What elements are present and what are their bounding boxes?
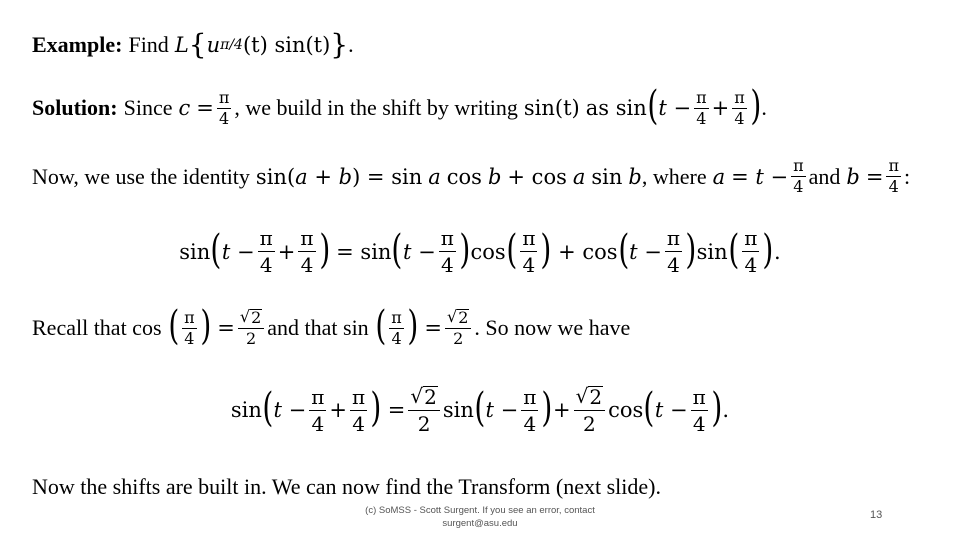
identity-text1: Now, we use the identity xyxy=(32,163,250,189)
footer-line1: (c) SoMSS - Scott Surgent. If you see an error, contact xyxy=(365,505,595,516)
example-label: Example: xyxy=(32,31,123,57)
solution-text3: as sin xyxy=(585,96,647,120)
identity-where: , where xyxy=(641,163,707,189)
example-expr: (t) sin(t) xyxy=(242,32,331,57)
u-subscript: π/4 xyxy=(220,36,243,53)
result-equation: sin ( t − $\frac{\pi}{4}$ + $\frac{\pi}{4}$ ) = √ 2 2 sin ( t − $\frac{\pi}{4}$ ) + √ 2 2 cos ( t − $\frac{\pi}{4}$ ) . xyxy=(230,384,730,436)
recall-line: Recall that cos ( $\frac{\pi}{4}$ ) = √ 2 2 and that sin ( $\frac{\pi}{4}$ ) = √ 2 2 . So now we have xyxy=(32,303,631,349)
pi-over-4: $\frac{\pi}{4}$ xyxy=(311,384,325,436)
pi-over-4: $\frac{\pi}{4}$ xyxy=(696,87,707,128)
pi-over-4: $\frac{\pi}{4}$ xyxy=(300,226,314,277)
identity-line: Now, we use the identity sin( a + b ) = sin a cos b + cos a sin b , where a = t − $\frac{\pi}{4}$ and b = $\frac{\pi}{4}$ : xyxy=(32,156,911,196)
plus-sign: + xyxy=(711,96,730,120)
expansion-equation: sin ( t − $\frac{\pi}{4}$ + $\frac{\pi}{4}$ ) = sin ( t − $\frac{\pi}{4}$ ) cos ( $\frac{\pi}{4}$ ) + cos ( t − $\frac{\pi}{4}$ ) sin ( $\frac{\pi}{4}$ ) . xyxy=(179,226,781,277)
footer-line2: surgent@asu.edu xyxy=(442,518,518,530)
u-symbol: u xyxy=(206,32,221,57)
sqrt2-over-2: √ 2 2 xyxy=(408,386,439,434)
solution-text2: , we build in the shift by writing xyxy=(234,95,518,120)
pi-over-4: $\frac{\pi}{4}$ xyxy=(793,156,804,196)
pi-over-4: $\frac{\pi}{4}$ xyxy=(744,226,758,277)
sin-t: sin(t) xyxy=(523,96,580,120)
example-line xyxy=(32,28,354,61)
equals: = xyxy=(196,96,214,120)
inner-t: t − xyxy=(658,96,692,120)
footer-credit xyxy=(330,504,630,531)
pi-over-4: $\frac{\pi}{4}$ xyxy=(352,384,366,436)
right-brace: } xyxy=(330,28,349,61)
pi-over-4: $\frac{\pi}{4}$ xyxy=(692,384,706,436)
laplace-symbol: L xyxy=(174,32,189,57)
sqrt2-over-2: √ 2 2 xyxy=(238,309,264,347)
pi-over-4: $\frac{\pi}{4}$ xyxy=(218,87,230,128)
pi-over-4: $\frac{\pi}{4}$ xyxy=(391,307,402,348)
example-end: . xyxy=(348,31,354,57)
pi-over-4: $\frac{\pi}{4}$ xyxy=(888,156,899,196)
conclusion-text: Now the shifts are built in. We can now find the Transform (next slide). xyxy=(32,474,661,499)
left-brace: { xyxy=(188,28,207,61)
solution-end: . xyxy=(761,95,767,120)
example-text: Find xyxy=(128,31,169,57)
solution-label: Solution: xyxy=(32,95,118,120)
solution-line: Solution: Since c = $\frac{\pi}{4}$ , we build in the shift by writing sin(t) as sin ( t − $\frac{\pi}{4}$ + $\frac{\pi}{4}$ ) . xyxy=(32,83,767,129)
pi-over-4: $\frac{\pi}{4}$ xyxy=(666,226,681,277)
sqrt2-over-2: √ 2 2 xyxy=(445,309,471,347)
c-var: c xyxy=(178,96,191,120)
page-number: 13 xyxy=(870,509,883,521)
pi-over-4: $\frac{\pi}{4}$ xyxy=(184,307,195,348)
pi-over-4: $\frac{\pi}{4}$ xyxy=(440,226,454,277)
pi-over-4: $\frac{\pi}{4}$ xyxy=(734,87,745,128)
pi-over-4: $\frac{\pi}{4}$ xyxy=(259,226,273,277)
solution-text1: Since xyxy=(123,95,173,120)
pi-over-4: $\frac{\pi}{4}$ xyxy=(523,384,537,436)
sqrt2-over-2: √ 2 2 xyxy=(574,386,605,434)
conclusion-line xyxy=(32,474,661,500)
pi-over-4: $\frac{\pi}{4}$ xyxy=(522,226,536,277)
